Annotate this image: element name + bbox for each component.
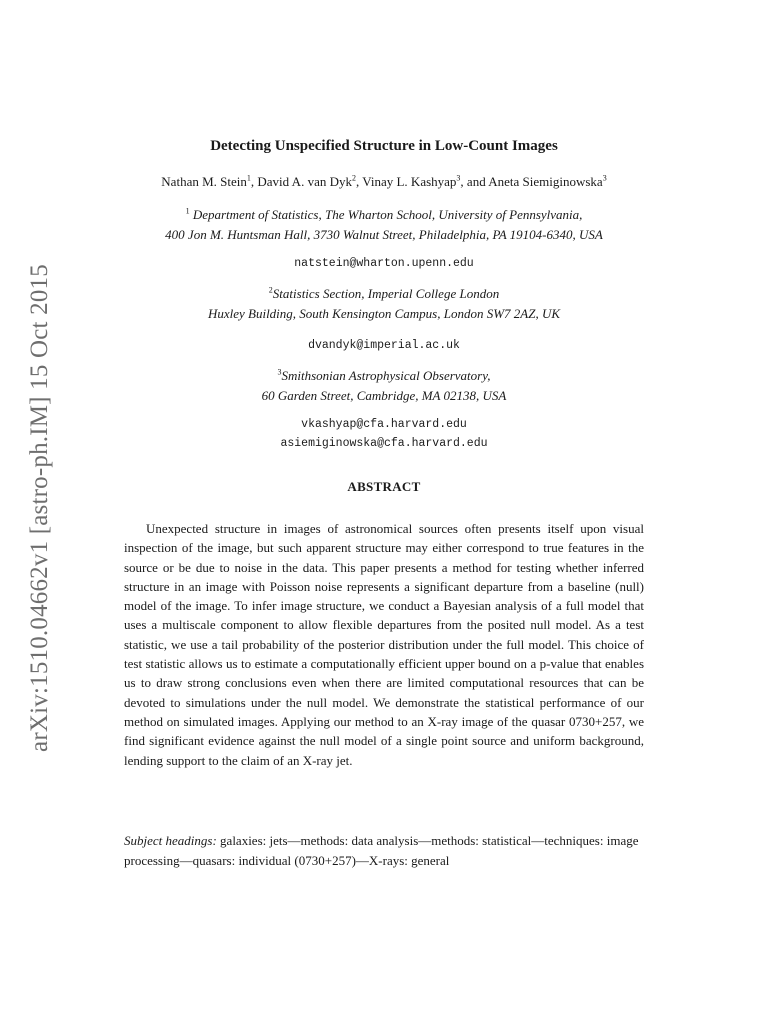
author-list <box>0 174 768 190</box>
abstract-body <box>124 519 644 770</box>
affiliation-2-line-2: Huxley Building, South Kensington Campus, London SW7 2AZ, UK <box>207 306 561 321</box>
affiliation-marker: 1 <box>185 206 190 216</box>
affiliation-text: Department of Statistics, The Wharton School, University of Pennsylvania, <box>189 207 583 222</box>
author-affiliation-marker: 2 <box>351 173 356 183</box>
author-affiliation-marker: 3 <box>456 173 461 183</box>
paper-title: Detecting Unspecified Structure in Low-Count Images <box>210 138 558 154</box>
affiliation-marker: 3 <box>277 367 282 377</box>
affiliation-1-line-1 <box>0 207 768 223</box>
affiliation-3-line-2: 60 Garden Street, Cambridge, MA 02138, USA <box>261 388 507 403</box>
author-name: Aneta Siemiginowska <box>488 174 603 189</box>
author-name: David A. van Dyk <box>257 174 352 189</box>
affiliation-1-line-2: 400 Jon M. Huntsman Hall, 3730 Walnut Street, Philadelphia, PA 19104-6340, USA <box>165 227 603 242</box>
author-affiliation-marker: 1 <box>246 173 251 183</box>
email-address[interactable]: dvandyk@imperial.ac.uk <box>308 339 460 352</box>
author-separator: , <box>250 174 258 189</box>
email-address[interactable]: asiemiginowska@cfa.harvard.edu <box>280 437 488 450</box>
abstract-heading: ABSTRACT <box>347 479 421 494</box>
author-name: Nathan M. Stein <box>161 174 247 189</box>
affiliation-text: Statistics Section, Imperial College London <box>272 286 500 301</box>
author-separator: , and <box>460 174 489 189</box>
subject-headings-label: Subject headings: <box>124 833 217 848</box>
author-separator: , <box>355 174 363 189</box>
arxiv-identifier-stamp: arXiv:1510.04662v1 [astro-ph.IM] 15 Oct 2015 <box>26 264 53 752</box>
affiliation-3-line-1 <box>0 368 768 384</box>
affiliation-marker: 2 <box>268 285 273 295</box>
email-address[interactable]: natstein@wharton.upenn.edu <box>294 257 474 270</box>
affiliation-text: Smithsonian Astrophysical Observatory, <box>281 368 491 383</box>
author-name: Vinay L. Kashyap <box>362 174 457 189</box>
author-affiliation-marker: 3 <box>602 173 607 183</box>
affiliation-2-line-1 <box>0 286 768 302</box>
subject-headings <box>124 831 672 870</box>
email-address[interactable]: vkashyap@cfa.harvard.edu <box>301 418 467 431</box>
abstract-text: Unexpected structure in images of astronomical sources often presents itself upon visual inspection of the image, but such apparent structure may either correspond to true features in the source or be due to noise in the data. This paper presents a method for testing whether inferred structure in an image with Poisson noise represents a significant departure from a baseline (null) model of the image. To infer image structure, we conduct a Bayesian analysis of a full model that uses a multiscale component to allow flexible departures from the posited null model. As a test statistic, we use a tail probability of the posterior distribution under the full model. This choice of test statistic allows us to estimate a computationally efficient upper bound on a p-value that enables us to draw strong conclusions even when there are limited computational resources that can be devoted to simulations under the null model. We demonstrate the statistical performance of our method on simulated images. Applying our method to an X-ray image of the quasar 0730+257, we find significant evidence against the null model of a single point source and uniform background, lending support to the claim of an X-ray jet. <box>124 521 644 768</box>
subject-headings-text: galaxies: jets—methods: data analysis—methods: statistical—techniques: image processing—quasars: individual (0730+257)—X-rays: general <box>124 833 639 868</box>
